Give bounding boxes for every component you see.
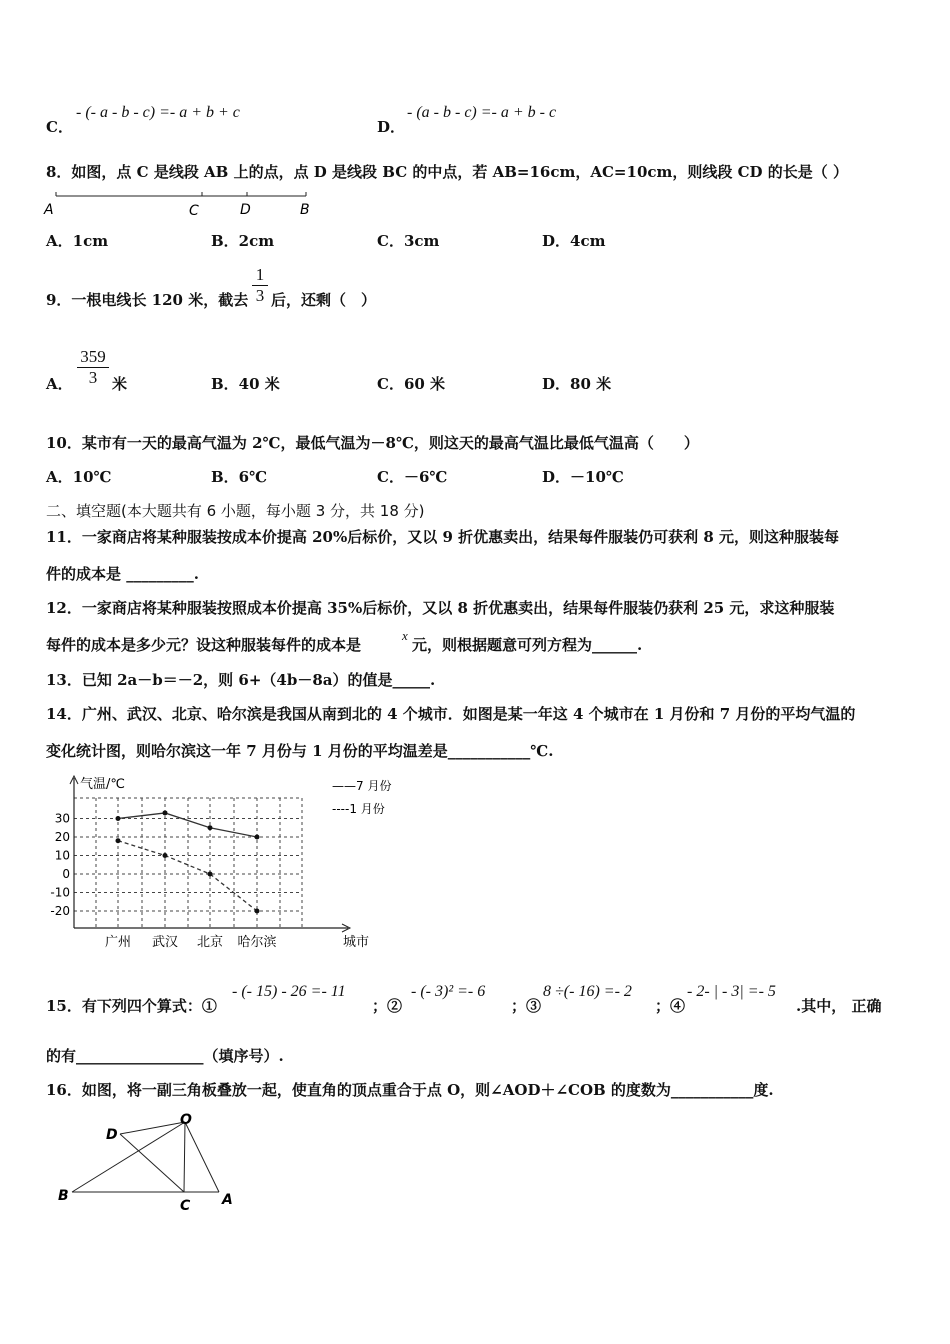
y-tick-label: 10 xyxy=(54,848,70,863)
point-a-label: A xyxy=(222,1192,233,1208)
point-b-label: B xyxy=(58,1188,69,1204)
q12-variable-x: x xyxy=(402,628,408,643)
y-tick-label: -10 xyxy=(50,885,70,900)
q15-expression-4: - 2- | - 3| =- 5 xyxy=(687,983,776,1000)
data-point xyxy=(208,872,213,877)
data-point xyxy=(116,816,121,821)
q8-segment-figure xyxy=(40,188,330,220)
y-tick-label: 0 xyxy=(62,867,70,881)
q9-option-c[interactable]: C．60 米 xyxy=(377,375,446,393)
q9-option-a-denominator: 3 xyxy=(88,368,98,387)
q12-line-1: 12．一家商店将某种服装按照成本价提高 35%后标价，又以 8 折优惠卖出，结果每件服装仍获利 25 元，求这种服装 xyxy=(46,599,835,617)
data-point xyxy=(208,825,213,830)
point-c-label: C xyxy=(180,1198,191,1214)
data-point xyxy=(255,909,260,914)
section-2-heading: 二、填空题(本大题共有 6 小题，每小题 3 分，共 18 分) xyxy=(46,502,425,520)
q14-line-1: 14．广州、武汉、北京、哈尔滨是我国从南到北的 4 个城市．如图是某一年这 4 个城市在 1 月份和 7 月份的平均气温的 xyxy=(46,705,856,723)
data-point xyxy=(163,810,168,815)
q15-sep-3: ；③ xyxy=(511,997,542,1015)
data-point xyxy=(255,835,260,840)
q9-option-a-numerator: 359 xyxy=(80,347,106,366)
q7-option-d-label: D． xyxy=(377,118,406,136)
q15-suffix: .其中， 正确 xyxy=(796,997,882,1015)
q15-sep-2: ；② xyxy=(372,997,403,1015)
chart-series xyxy=(40,768,260,914)
line-oc xyxy=(184,1122,185,1192)
chart-x-ticks xyxy=(105,934,277,950)
legend-7-month: ——7 月份 xyxy=(332,779,392,793)
q8-option-b[interactable]: B．2cm xyxy=(211,232,275,250)
q11-line-2: 件的成本是 _________. xyxy=(46,565,199,583)
chart-y-ticks xyxy=(50,812,70,919)
q10-option-d[interactable]: D．－10℃ xyxy=(542,468,624,486)
data-point xyxy=(163,853,168,858)
q9-option-a-fraction xyxy=(77,347,109,388)
q10-text: 10．某市有一天的最高气温为 2℃，最低气温为－8℃，则这天的最高气温比最低气温高（ ） xyxy=(46,434,699,452)
x-tick-label: 广州 xyxy=(104,935,132,950)
q9-option-b[interactable]: B．40 米 xyxy=(211,375,280,393)
q10-option-a[interactable]: A．10℃ xyxy=(46,468,112,486)
q7-option-c-label: C． xyxy=(46,118,73,136)
q8-text: 8．如图，点 C 是线段 AB 上的点，点 D 是线段 BC 的中点，若 AB=16cm，AC=10cm，则线段 CD 的长是（ ） xyxy=(46,163,848,181)
x-tick-label: 北京 xyxy=(196,935,224,950)
point-d-label: D xyxy=(240,202,251,218)
q8-option-a[interactable]: A．1cm xyxy=(46,232,109,250)
q9-fraction-denominator: 3 xyxy=(255,286,265,305)
q10-option-c[interactable]: C．－6℃ xyxy=(377,468,448,486)
point-b-label: B xyxy=(300,202,310,218)
q9-text-before: 9．一根电线长 120 米，截去 xyxy=(46,291,249,309)
point-c-label: C xyxy=(189,203,199,219)
y-tick-label: 20 xyxy=(54,830,70,844)
x-tick-label: 哈尔滨 xyxy=(237,935,277,950)
q14-line-2: 变化统计图，则哈尔滨这一年 7 月份与 1 月份的平均温差是___________℃. xyxy=(46,742,554,760)
point-a-label: A xyxy=(44,202,54,218)
chart-ylabel: 气温/℃ xyxy=(80,777,125,792)
q11-line-1: 11．一家商店将某种服装按成本价提高 20%后标价，又以 9 折优惠卖出，结果每件服装仍可获利 8 元，则这种服装每 xyxy=(46,528,839,546)
q15-prefix: 15．有下列四个算式：① xyxy=(46,997,217,1015)
temperature-line-chart xyxy=(40,768,420,958)
q15-sep-4: ；④ xyxy=(655,997,686,1015)
q15-line-2: 的有_________________（填序号）. xyxy=(46,1047,284,1065)
q9-option-a-unit: 米 xyxy=(112,375,128,393)
q8-option-c[interactable]: C．3cm xyxy=(377,232,440,250)
data-point xyxy=(116,838,121,843)
q7-option-d-expression: - (a - b - c) =- a + b - c xyxy=(407,104,557,121)
q8-option-d[interactable]: D．4cm xyxy=(542,232,606,250)
chart-xlabel: 城市 xyxy=(343,935,370,950)
q13-text: 13．已知 2a－b＝－2，则 6+（4b－8a）的值是_____. xyxy=(46,671,436,689)
q12-line-2b: 元，则根据题意可列方程为______. xyxy=(412,636,643,654)
q15-expression-2: - (- 3)² =- 6 xyxy=(411,983,486,1000)
y-tick-label: -20 xyxy=(50,904,70,918)
q10-option-b[interactable]: B．6℃ xyxy=(211,468,268,486)
q15-expression-3: 8 ÷(- 16) =- 2 xyxy=(543,983,632,1000)
x-tick-label: 武汉 xyxy=(151,935,179,950)
q9-fraction-numerator: 1 xyxy=(255,265,265,284)
point-o-label: O xyxy=(180,1112,192,1128)
q9-text-after: 后，还剩（ ） xyxy=(271,291,377,309)
q16-text: 16．如图，将一副三角板叠放一起，使直角的顶点重合于点 O，则∠AOD＋∠COB 的度数为___________度. xyxy=(46,1081,774,1099)
y-tick-label: 30 xyxy=(54,811,70,826)
q9-fraction xyxy=(252,265,268,306)
legend-1-month: ----1 月份 xyxy=(332,802,385,816)
point-d-label: D xyxy=(106,1127,118,1143)
q16-triangle-figure xyxy=(50,1108,250,1218)
q15-expression-1: - (- 15) - 26 =- 11 xyxy=(232,983,346,1000)
chart-grid xyxy=(74,798,302,928)
q9-option-a-label[interactable]: A． xyxy=(46,375,73,393)
q9-option-d[interactable]: D．80 米 xyxy=(542,375,612,393)
q12-line-2a: 每件的成本是多少元？设这种服装每件的成本是 xyxy=(46,636,362,654)
line-oa xyxy=(185,1122,219,1192)
q7-option-c-expression: - (- a - b - c) =- a + b + c xyxy=(76,104,240,121)
